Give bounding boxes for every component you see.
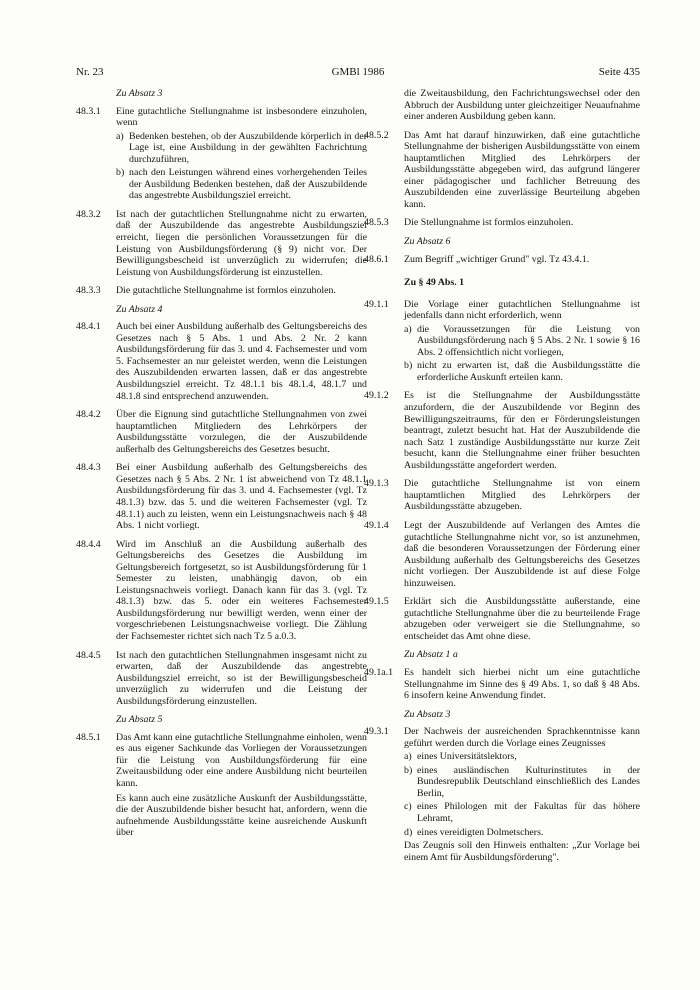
- paragraph-number: 49.1.5: [364, 596, 389, 608]
- section-subheading: Zu Absatz 6: [404, 236, 451, 248]
- issue-number: Nr. 23: [76, 66, 104, 78]
- paragraph-text: Die gutachtliche Stellungnahme ist formlos einzuholen.: [116, 285, 336, 297]
- section-subheading: Zu Absatz 3: [404, 708, 451, 720]
- paragraph-number: 48.3.2: [76, 208, 101, 220]
- numbered-paragraph: [76, 650, 367, 708]
- numbered-paragraph: [364, 667, 640, 702]
- paragraph-text: Der Nachweis der ausreichenden Sprachkenntnisse kann geführt werden durch die Vorlage eines Zeugnisses: [404, 726, 640, 749]
- section-subheading: Zu Absatz 5: [116, 714, 163, 726]
- paragraph-number: 48.5.2: [364, 129, 389, 141]
- numbered-paragraph: [76, 321, 367, 402]
- list-item-text: nicht zu erwarten ist, daß die Ausbildungsstätte die erforderliche Auskunft erteilen kann.: [417, 360, 640, 383]
- list-item-text: eines Philologen mit der Fakultas für das höhere Lehramt,: [417, 801, 640, 824]
- paragraph-text: Das Amt kann eine gutachtliche Stellungnahme einholen, wenn es aus eigener Sachkunde das Vorliegen der Voraussetzungen für die Leistung von Ausbildungsförderung für eine Zweitausbildung oder eine andere Ausbildung nicht beurteilen kann.: [116, 731, 367, 789]
- paragraph-text: Ist nach den gutachtlichen Stellungnahmen insgesamt nicht zu erwarten, daß der Auszubildende das angestrebte Ausbildungsziel erreicht, so ist der Bewilligungsbescheid unverzüglich zu widerrufen und die Leistung der Ausbildungsförderung einzustellen.: [116, 649, 367, 707]
- paragraph-text: Es handelt sich hierbei nicht um eine gutachtliche Stellungnahme im Sinne des § 49 Abs. 1, so daß § 48 Abs. 6 insofern keine Anwendung findet.: [404, 666, 640, 702]
- numbered-paragraph: [76, 209, 367, 278]
- paragraph-text: Die gutachtliche Stellungnahme ist von einem hauptamtlichen Mitglied des Lehrkörpers der Ausbildungsstätte abzugeben.: [404, 478, 640, 513]
- numbered-paragraph: [364, 478, 640, 513]
- paragraph-text: Die Vorlage einer gutachtlichen Stellungnahme ist jedenfalls dann nicht erforderlich, wenn: [404, 298, 640, 322]
- list-item: [404, 801, 640, 824]
- paragraph-text: Das Zeugnis soll den Hinweis enthalten: „Zur Vorlage bei einem Amt für Ausbildungsförderung".: [404, 840, 640, 863]
- numbered-paragraph: [364, 390, 640, 471]
- paragraph-number: 49.1.4: [364, 519, 389, 531]
- publication-title: GMBl 1986: [331, 66, 385, 78]
- list-marker: d): [404, 826, 413, 838]
- page-header: [76, 66, 640, 82]
- paragraph-number: 48.4.5: [76, 649, 101, 661]
- paragraph-text: die Zweitausbildung, den Fachrichtungswechsel oder den Abbruch der Ausbildung unter gleichzeitiger Neuaufnahme einer anderen Ausbildung geben kann.: [404, 88, 640, 123]
- paragraph-number: 49.1.3: [364, 478, 389, 490]
- paragraph-text: Auch bei einer Ausbildung außerhalb des Geltungsbereichs des Gesetzes nach § 5 Abs. 1 und Abs. 2 Nr. 2 kann Ausbildungsförderung für das 3. und 4. Fachsemester und vom 5. Fachsemester an nur geleistet werden, wenn die Leistungen des Auszubildenden erwarten lassen, daß er das angestrebte Ausbildungsziel erreicht. Tz 48.1.1 bis 48.1.4, 48.1.7 und 48.1.8 sind entsprechend anzuwenden.: [116, 321, 367, 402]
- numbered-paragraph: [364, 520, 640, 589]
- list-item: [404, 765, 640, 800]
- paragraph-text: Erklärt sich die Ausbildungsstätte außerstande, eine gutachtliche Stellungnahme über die zu beurteilende Frage abzugeben oder verweigert sie die Stellungnahme, so entscheidet das Amt ohne diese.: [404, 596, 640, 642]
- list-marker: a): [116, 130, 124, 142]
- numbered-paragraph: [364, 596, 640, 642]
- paragraph-text: Es ist die Stellungnahme der Ausbildungsstätte anzufordern, die der Auszubildende vor Beginn des Bewilligungszeitraums, für den er Förderungsleistungen beantragt, zuletzt besucht hat. Hat der Auszubildende die nach Satz 1 zuständige Ausbildungsstätte nur kurze Zeit besucht, kann die Stellungnahme einer früher besuchten Ausbildungsstätte angefordert werden.: [404, 390, 640, 471]
- paragraph-number: 48.4.4: [76, 538, 101, 550]
- numbered-paragraph: [364, 726, 640, 863]
- paragraph-text: Zum Begriff „wichtiger Grund" vgl. Tz 43.4.1.: [404, 253, 590, 265]
- paragraph-text: Die Stellungnahme ist formlos einzuholen.: [404, 217, 574, 229]
- list-item-text: eines Universitätslektors,: [417, 751, 517, 763]
- left-column: [76, 88, 367, 846]
- enumerated-list: [404, 324, 640, 384]
- paragraph-number: 49.1.1: [364, 298, 389, 310]
- list-marker: b): [404, 764, 413, 776]
- paragraph-text: Eine gutachtliche Stellungnahme ist insbesondere einzuholen, wenn: [116, 105, 367, 129]
- right-column: [364, 88, 640, 870]
- enumerated-list: [116, 131, 367, 202]
- numbered-paragraph: [364, 217, 640, 229]
- list-marker: a): [404, 323, 412, 335]
- paragraph-number: 48.4.3: [76, 462, 101, 474]
- enumerated-list: [404, 751, 640, 838]
- numbered-paragraph: [364, 299, 640, 384]
- list-item: [404, 360, 640, 383]
- section-heading: Zu § 49 Abs. 1: [404, 277, 465, 289]
- numbered-paragraph: [364, 130, 640, 211]
- list-item: [116, 131, 367, 166]
- list-item: [404, 751, 640, 763]
- paragraph-number: 48.5.3: [364, 217, 389, 229]
- list-item-text: eines vereidigten Dolmetschers.: [417, 826, 544, 838]
- list-marker: b): [404, 360, 413, 372]
- paragraph-number: 48.3.1: [76, 105, 101, 117]
- paragraph-text: Ist nach der gutachtlichen Stellungnahme nicht zu erwarten, daß der Auszubildende das angestrebte Ausbildungsziel erreicht, liegen die persönlichen Voraussetzungen für die Leistung von Ausbildungsförderung (§ 9) nicht vor. Der Bewilligungsbescheid ist unverzüglich zu widerrufen; die Leistung von Ausbildungsförderung ist einzustellen.: [116, 208, 367, 278]
- paragraph-number: 49.1.2: [364, 390, 389, 402]
- paragraph-continuation: [364, 88, 640, 123]
- numbered-paragraph: [364, 254, 640, 266]
- paragraph-number: 48.4.1: [76, 321, 101, 333]
- list-item-text: Bedenken bestehen, ob der Auszubildende körperlich in der Lage ist, eine Ausbildung in der gewählten Fachrichtung durchzuführen,: [129, 130, 367, 165]
- list-marker: a): [404, 751, 412, 763]
- paragraph-text: Es kann auch eine zusätzliche Auskunft der Ausbildungsstätte, die der Auszubildende bisher besucht hat, anfordern, wenn die aufnehmende Ausbildungsstätte keine ausreichende Auskunft über: [116, 792, 367, 839]
- list-marker: c): [404, 801, 412, 813]
- list-item: [404, 827, 640, 839]
- paragraph-text: Bei einer Ausbildung außerhalb des Geltungsbereichs des Gesetzes nach § 5 Abs. 2 Nr. 1 ist abweichend von Tz 48.1.1 Ausbildungsförderung für das 3. und 4. Fachsemester (vgl. Tz 48.1.3) bzw. das 5. und die weiteren Fachsemester (vgl. Tz 48.1.1) auch zu leisten, wenn ein Leistungsnachweis nach § 48 Abs. 1 nicht vorliegt.: [116, 462, 367, 532]
- paragraph-text: Wird im Anschluß an die Ausbildung außerhalb des Geltungsbereichs des Gesetzes die Ausbildung im Geltungsbereich fortgesetzt, so ist Ausbildungsförderung für 1 Semester zu leisten, unabhängig davon, ob ein Leistungsnachweis vorliegt. Danach kann für das 3. (vgl. Tz 48.1.3) bzw. das 5. oder ein weiteres Fachsemester Ausbildungsförderung nur bewilligt werden, wenn einer der vorgeschriebenen Leistungsnachweise vorliegt. Die Zählung der Fachsemester richtet sich nach Tz 5 a.0.3.: [116, 538, 367, 642]
- paragraph-number: 49.3.1: [364, 726, 389, 738]
- section-subheading: Zu Absatz 1 a: [404, 649, 458, 661]
- list-item-text: eines ausländischen Kulturinstitutes in der Bundesrepublik Deutschland einschließlich des Landes Berlin,: [417, 764, 640, 799]
- section-subheading: Zu Absatz 4: [116, 303, 163, 315]
- paragraph-number: 48.4.2: [76, 409, 101, 421]
- paragraph-text: Legt der Auszubildende auf Verlangen des Amtes die gutachtliche Stellungnahme nicht vor, so ist anzunehmen, daß die besonderen Voraussetzungen der Förderung einer Ausbildung außerhalb des Geltungsbereichs des Gesetzes nicht vorliegen. Der Auszubildende ist auf diese Folge hinzuweisen.: [404, 519, 640, 589]
- numbered-paragraph: [76, 539, 367, 643]
- numbered-paragraph: [76, 106, 367, 202]
- numbered-paragraph: [76, 285, 367, 297]
- numbered-paragraph: [76, 409, 367, 455]
- paragraph-number: 48.6.1: [364, 253, 389, 265]
- numbered-paragraph: [76, 732, 367, 839]
- paragraph-number: 48.5.1: [76, 731, 101, 743]
- list-marker: b): [116, 167, 125, 179]
- section-subheading: Zu Absatz 3: [116, 88, 163, 99]
- list-item: [404, 324, 640, 359]
- numbered-paragraph: [76, 462, 367, 531]
- paragraph-text: Über die Eignung sind gutachtliche Stellungnahmen von zwei hauptamtlichen Mitgliedern des Lehrkörpers der Ausbildungsstätte vorzulegen, die der Auszubildende außerhalb des Geltungsbereichs des Gesetzes besucht.: [116, 409, 367, 455]
- paragraph-number: 49.1a.1: [364, 666, 394, 678]
- list-item-text: die Voraussetzungen für die Leistung von Ausbildungsförderung nach § 5 Abs. 2 Nr. 1 sowie § 16 Abs. 2 offensichtlich nicht vorliegen,: [417, 323, 640, 358]
- paragraph-text: Das Amt hat darauf hinzuwirken, daß eine gutachtliche Stellungnahme der bisherigen Ausbildungsstätte von einem hauptamtlichen Mitglied des Lehrkörpers der Ausbildungsstätte abgegeben wird, das aufgrund längerer einer pädagogischer und fachlicher Betreuung des Auszubildenden eine zuverlässige Beurteilung abgeben kann.: [404, 129, 640, 210]
- paragraph-number: 48.3.3: [76, 285, 101, 297]
- list-item: [116, 167, 367, 202]
- list-item-text: nach den Leistungen während eines vorhergehenden Teiles der Ausbildung Bedenken bestehen, daß der Auszubildende das angestrebte Ausbildungsziel erreicht.: [129, 167, 367, 202]
- page-number: Seite 435: [598, 66, 640, 78]
